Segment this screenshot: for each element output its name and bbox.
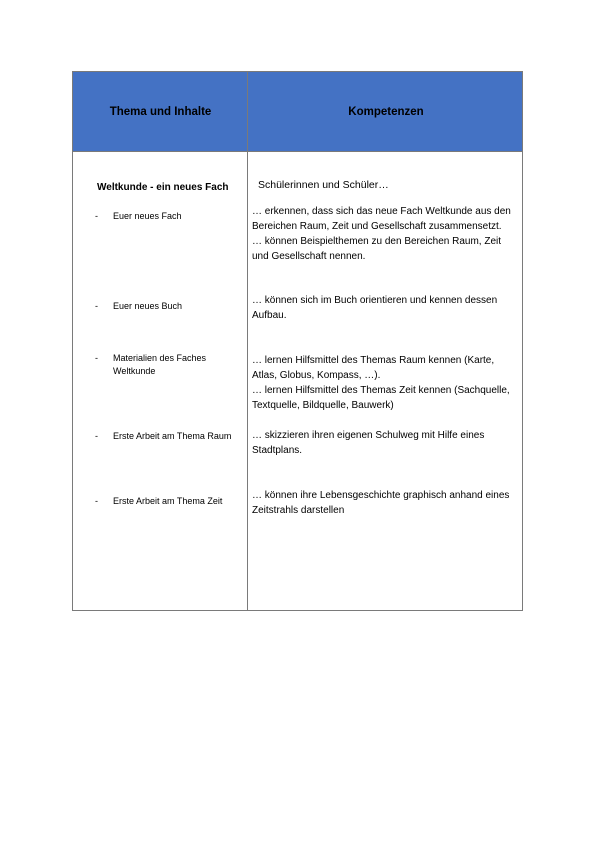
bullet: - xyxy=(95,431,98,441)
topic-item: Erste Arbeit am Thema Raum xyxy=(113,431,232,441)
topic-item: Erste Arbeit am Thema Zeit xyxy=(113,496,223,506)
competence-intro: Schülerinnen und Schüler… xyxy=(258,179,389,191)
bullet: - xyxy=(95,301,98,311)
topic-item: Materialien des Faches Weltkunde xyxy=(113,353,207,376)
topic-item: Euer neues Buch xyxy=(113,301,183,311)
competence-text: … können sich im Buch orientieren und kennen dessen Aufbau. xyxy=(252,295,498,321)
curriculum-table xyxy=(72,71,523,611)
topic-title: Weltkunde - ein neues Fach xyxy=(97,182,229,193)
header-topics: Thema und Inhalte xyxy=(109,106,212,118)
competence-text: … können ihre Lebensgeschichte graphisch anhand eines Zeitstrahls darstellen xyxy=(252,490,510,516)
competence-text: … lernen Hilfsmittel des Themas Raum kennen (Karte, Atlas, Globus, Kompass, …). … lernen Hilfsmittel des Themas Zeit kennen (Sachquelle, Textquelle, Bildquelle, Bauwerk) xyxy=(252,355,510,411)
table-header xyxy=(73,72,522,152)
bullet: - xyxy=(95,353,98,363)
header-competences: Kompetenzen xyxy=(348,106,424,118)
bullet: - xyxy=(95,211,98,221)
competence-text: … erkennen, dass sich das neue Fach Weltkunde aus den Bereichen Raum, Zeit und Gesellschaft zusammensetzt. … können Beispielthemen zu den Bereichen Raum, Zeit und Gesellschaft nennen. xyxy=(252,206,511,262)
column-divider xyxy=(247,72,248,610)
topic-item: Euer neues Fach xyxy=(113,211,182,221)
competence-text: … skizzieren ihren eigenen Schulweg mit Hilfe eines Stadtplans. xyxy=(252,430,485,456)
bullet: - xyxy=(95,496,98,506)
